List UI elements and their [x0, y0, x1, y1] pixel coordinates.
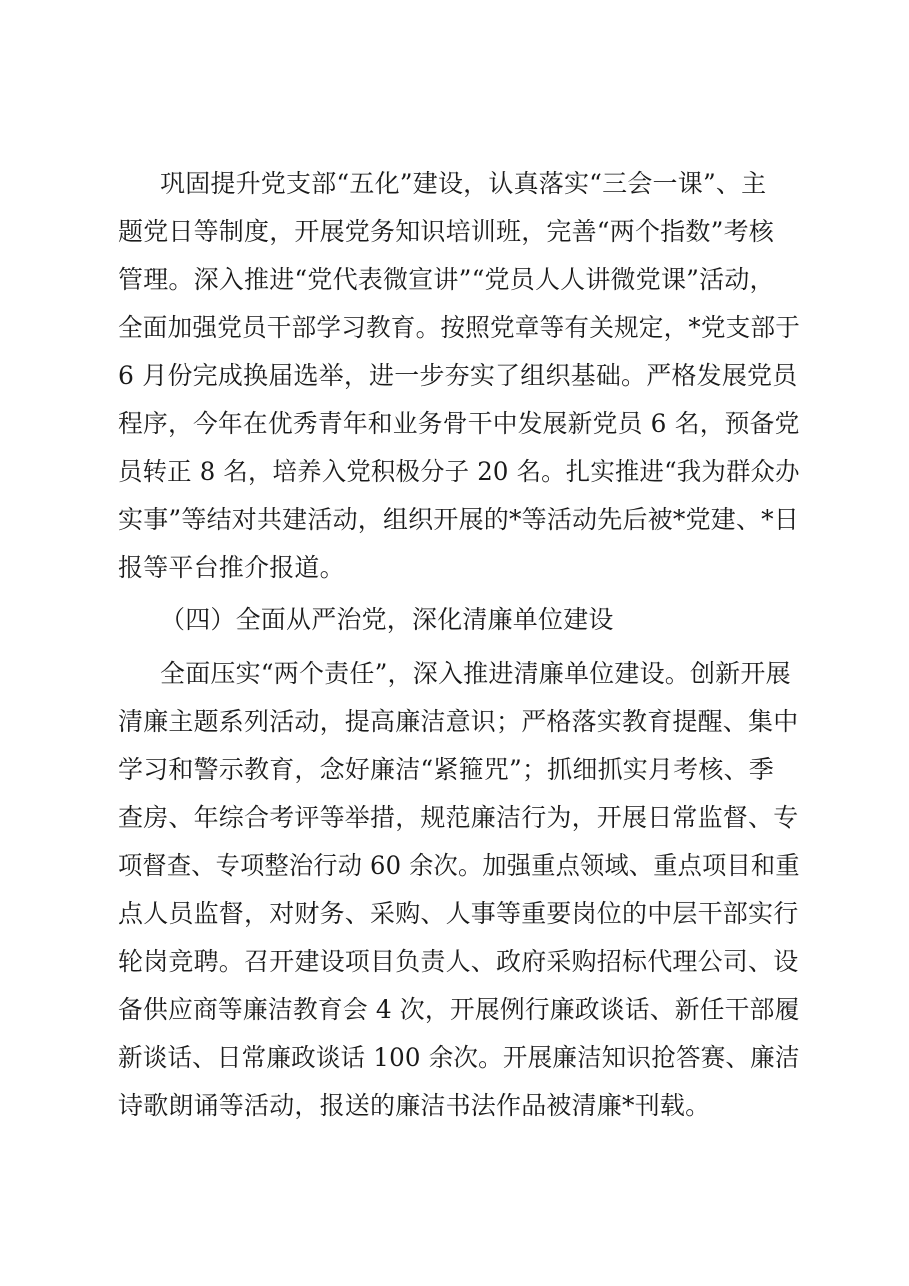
paragraph-line: 程序，今年在优秀青年和业务骨干中发展新党员 6 名，预备党	[118, 409, 800, 438]
paragraph-line: 新谈话、日常廉政谈话 100 余次。开展廉洁知识抢答赛、廉洁	[118, 1043, 800, 1072]
paragraph-line: 管理。深入推进“党代表微宣讲”“党员人人讲微党课”活动，	[118, 265, 775, 294]
paragraph-line: 员转正 8 名，培养入党积极分子 20 名。扎实推进“我为群众办	[118, 457, 800, 486]
paragraph-line: 项督查、专项整治行动 60 余次。加强重点领域、重点项目和重	[118, 851, 800, 880]
paragraph-line: 备供应商等廉洁教育会 4 次，开展例行廉政谈话、新任干部履	[118, 995, 800, 1024]
paragraph-line: 全面压实“两个责任”，深入推进清廉单位建设。创新开展	[160, 659, 791, 688]
section-heading: （四）全面从严治党，深化清廉单位建设	[160, 605, 614, 634]
paragraph-line: 题党日等制度，开展党务知识培训班，完善“两个指数”考核	[118, 217, 774, 246]
paragraph-line: 报等平台推介报道。	[118, 553, 345, 582]
paragraph-line: 清廉主题系列活动，提高廉洁意识；严格落实教育提醒、集中	[118, 707, 799, 736]
paragraph-line: 学习和警示教育，念好廉洁“紧箍咒”；抓细抓实月考核、季	[118, 755, 774, 784]
paragraph-line: 6 月份完成换届选举，进一步夯实了组织基础。严格发展党员	[118, 361, 798, 390]
paragraph-line: 点人员监督，对财务、采购、人事等重要岗位的中层干部实行	[118, 899, 799, 928]
paragraph-line: 轮岗竞聘。召开建设项目负责人、政府采购招标代理公司、设	[118, 947, 799, 976]
paragraph-line: 巩固提升党支部“五化”建设，认真落实“三会一课”、主	[160, 169, 767, 198]
paragraph-line: 实事”等结对共建活动，组织开展的*等活动先后被*党建、*日	[118, 505, 800, 534]
paragraph-line: 诗歌朗诵等活动，报送的廉洁书法作品被清廉*刊载。	[118, 1091, 711, 1120]
paragraph-line: 查房、年综合考评等举措，规范廉洁行为，开展日常监督、专	[118, 803, 799, 832]
paragraph-line: 全面加强党员干部学习教育。按照党章等有关规定，*党支部于	[118, 313, 801, 342]
